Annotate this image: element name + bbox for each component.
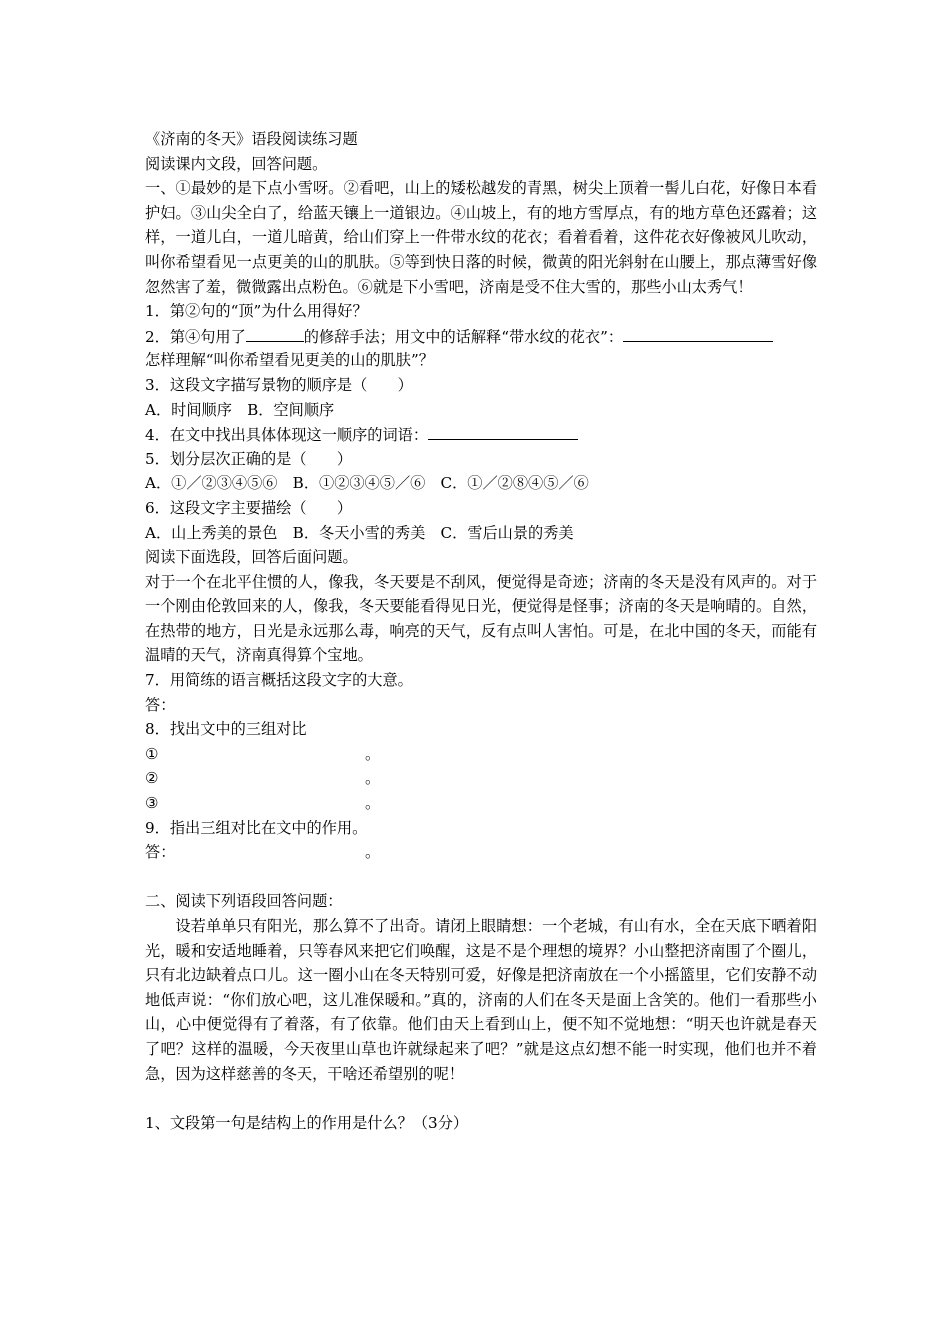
answer-blank bbox=[623, 324, 773, 342]
comparison-item bbox=[145, 766, 385, 791]
page-title: 《济南的冬天》语段阅读练习题 bbox=[145, 130, 358, 148]
item-period: 。 bbox=[365, 744, 381, 763]
passage-three: 设若单单只有阳光，那么算不了出奇。请闭上眼睛想：一个老城，有山有水，全在天底下晒着阳光，暖和安适地睡着，只等春风来把它们唤醒，这是不是个理想的境界？小山整把济南围了个圈儿，只有北边缺着点口儿。这一圈小山在冬天特别可爱，好像是把济南放在一个小摇篮里，它们安静不动地低声说：“你们放心吧，这儿准保暖和。”真的，济南的人们在冬天是面上含笑的。他们一看那些小山，心中便觉得有了着落，有了依靠。他们由天上看到山上，便不知不觉地想：“明天也许就是春天了吧？这样的温暖，今天夜里山草也许就绿起来了吧？”就是这点幻想不能一时实现，他们也并不着急，因为这样慈善的冬天，干啥还希望别的呢！ bbox=[145, 917, 817, 1083]
question-4-text: 4．在文中找出具体体现这一顺序的词语： bbox=[145, 426, 429, 445]
document-page bbox=[145, 127, 817, 1135]
answer-row bbox=[145, 840, 385, 865]
reading-instruction-2: 阅读下面选段，回答后面问题。 bbox=[145, 548, 358, 567]
spacer bbox=[145, 865, 817, 890]
reading-instruction: 阅读课内文段，回答问题。 bbox=[145, 154, 328, 173]
question-6-options: A．山上秀美的景色 B．冬天小雪的秀美 C．雪后山景的秀美 bbox=[145, 523, 574, 542]
question-2-part-b: 的修辞手法；用文中的话解释“带水纹的花衣”： bbox=[303, 327, 624, 346]
answer-blank bbox=[246, 324, 304, 342]
passage-one: 一、①最妙的是下点小雪呀。②看吧，山上的矮松越发的青黑，树尖上顶着一髻儿白花，好像日本看护妇。③山尖全白了，给蓝天镶上一道银边。④山坡上，有的地方雪厚点，有的地方草色还露着；这样，一道儿白，一道儿暗黄，给山们穿上一件带水纹的花衣；看着看着，这件花衣好像被风儿吹动，叫你希望看见一点更美的山的肌肤。⑤等到快日落的时候，微黄的阳光斜射在山腰上，那点薄雪好像忽然害了羞，微微露出点粉色。⑥就是下小雪吧，济南是受不住大雪的，那些小山太秀气！ bbox=[145, 179, 817, 296]
section-2-heading: 二、阅读下列语段回答问题： bbox=[145, 892, 343, 911]
question-6: 6．这段文字主要描绘（ ） bbox=[145, 498, 353, 517]
comparison-item bbox=[145, 742, 385, 767]
question-8: 8．找出文中的三组对比 bbox=[145, 720, 307, 739]
passage-two: 对于一个在北平住惯的人，像我，冬天要是不刮风，便觉得是奇迹；济南的冬天是没有风声的。对于一个刚由伦敦回来的人，像我，冬天要能看得见日光，便觉得是怪事；济南的冬天是响晴的。自然，在热带的地方，日光是永远那么毒，响亮的天气，反有点叫人害怕。可是，在北中国的冬天，而能有温晴的天气，济南真得算个宝地。 bbox=[145, 572, 817, 665]
item-period: 。 bbox=[365, 794, 381, 813]
answer-label: 答： bbox=[145, 843, 176, 862]
section-2-question-1: 1、文段第一句是结构上的作用是什么？（3分） bbox=[145, 1113, 469, 1132]
question-3-options: A．时间顺序 B．空间顺序 bbox=[145, 400, 335, 419]
item-marker: ① bbox=[145, 744, 159, 763]
spacer bbox=[145, 1086, 817, 1111]
answer-blank bbox=[428, 422, 578, 440]
question-7: 7．用简练的语言概括这段文字的大意。 bbox=[145, 671, 413, 690]
question-4 bbox=[145, 422, 817, 447]
item-period: 。 bbox=[365, 769, 381, 788]
answer-period: 。 bbox=[365, 843, 381, 862]
question-5-options: A．①／②③④⑤⑥ B．①②③④⑤／⑥ C．①／②⑧④⑤／⑥ bbox=[145, 474, 589, 493]
question-5: 5．划分层次正确的是（ ） bbox=[145, 449, 353, 468]
question-2 bbox=[145, 324, 817, 349]
item-marker: ③ bbox=[145, 794, 159, 813]
question-1: 1．第②句的“顶”为什么用得好？ bbox=[145, 302, 368, 321]
question-2-followup: 怎样理解“叫你希望看见更美的山的肌肤”？ bbox=[145, 351, 434, 370]
question-2-part-a: 2．第④句用了 bbox=[145, 327, 246, 346]
item-marker: ② bbox=[145, 769, 159, 788]
question-9: 9．指出三组对比在文中的作用。 bbox=[145, 818, 368, 837]
question-3: 3．这段文字描写景物的顺序是（ ） bbox=[145, 375, 413, 394]
answer-label: 答： bbox=[145, 695, 176, 714]
comparison-item bbox=[145, 791, 385, 816]
